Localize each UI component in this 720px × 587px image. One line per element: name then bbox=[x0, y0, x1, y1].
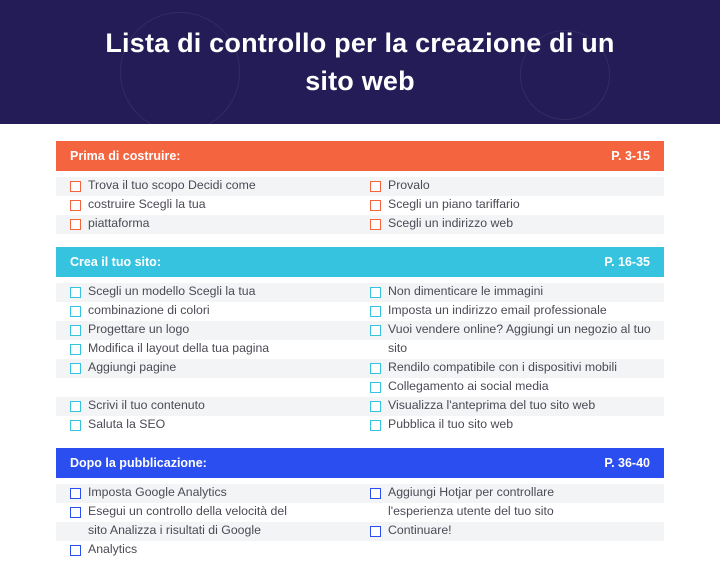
checklist-item[interactable] bbox=[56, 522, 360, 541]
checklist-item[interactable] bbox=[56, 484, 360, 503]
sections-container bbox=[56, 141, 664, 573]
checklist-item-label: piattaforma bbox=[88, 216, 150, 230]
checklist-item[interactable] bbox=[56, 196, 360, 215]
checklist-item-label: Modifica il layout della tua pagina bbox=[88, 341, 270, 355]
checklist-item[interactable] bbox=[360, 321, 664, 340]
checklist-item-label: combinazione di colori bbox=[88, 303, 210, 317]
checklist-item[interactable] bbox=[56, 503, 360, 522]
checklist-item[interactable] bbox=[360, 522, 664, 541]
checklist-item-label: Scegli un indirizzo web bbox=[388, 216, 514, 230]
checklist-item-label: costruire Scegli la tua bbox=[88, 197, 206, 211]
checklist-row bbox=[56, 177, 664, 196]
checklist-row bbox=[56, 321, 664, 340]
checklist-row bbox=[56, 416, 664, 435]
checkbox-icon[interactable] bbox=[370, 363, 381, 374]
checklist-item[interactable] bbox=[360, 359, 664, 378]
checkbox-icon[interactable] bbox=[370, 420, 381, 431]
checklist-item[interactable] bbox=[56, 177, 360, 196]
checklist-item[interactable] bbox=[56, 321, 360, 340]
checkbox-icon[interactable] bbox=[370, 219, 381, 230]
checklist-item-label: Non dimenticare le immagini bbox=[388, 284, 544, 298]
checklist-item[interactable] bbox=[56, 302, 360, 321]
checklist-item-label: Collegamento ai social media bbox=[388, 379, 549, 393]
checklist-item[interactable] bbox=[360, 177, 664, 196]
checklist-item-label: Imposta Google Analytics bbox=[88, 485, 227, 499]
checkbox-icon[interactable] bbox=[70, 545, 81, 556]
checklist-item[interactable] bbox=[360, 215, 664, 234]
checklist-item-label: sito bbox=[388, 341, 408, 355]
checklist-section bbox=[56, 247, 664, 448]
checklist-item[interactable] bbox=[56, 283, 360, 302]
checklist-item-label: Scrivi il tuo contenuto bbox=[88, 398, 205, 412]
checklist-item-label: Visualizza l'anteprima del tuo sito web bbox=[388, 398, 596, 412]
checklist-item-label: Aggiungi Hotjar per controllare bbox=[388, 485, 555, 499]
checkbox-icon[interactable] bbox=[370, 200, 381, 211]
checklist-item-label: Vuoi vendere online? Aggiungi un negozio al tuo bbox=[388, 322, 651, 336]
checkbox-icon[interactable] bbox=[70, 200, 81, 211]
checklist-row bbox=[56, 283, 664, 302]
section-page-range: P. 3-15 bbox=[611, 149, 650, 163]
checkbox-icon[interactable] bbox=[370, 306, 381, 317]
section-header-bar bbox=[56, 448, 664, 478]
checklist-row bbox=[56, 359, 664, 378]
checklist-row bbox=[56, 215, 664, 234]
page-title: Lista di controllo per la creazione di un sito web bbox=[105, 27, 615, 96]
checkbox-icon[interactable] bbox=[70, 344, 81, 355]
checkbox-icon[interactable] bbox=[370, 382, 381, 393]
checklist-item-label: Saluta la SEO bbox=[88, 417, 166, 431]
checklist-item-label: Aggiungi pagine bbox=[88, 360, 177, 374]
checklist-content bbox=[0, 124, 720, 573]
checklist-item-label: Provalo bbox=[388, 178, 430, 192]
checklist-row bbox=[56, 522, 664, 541]
checklist-row bbox=[56, 196, 664, 215]
checklist-item[interactable] bbox=[56, 541, 360, 560]
checkbox-icon[interactable] bbox=[70, 363, 81, 374]
checkbox-icon[interactable] bbox=[370, 488, 381, 499]
checklist-item[interactable] bbox=[360, 484, 664, 503]
checkbox-icon[interactable] bbox=[70, 488, 81, 499]
checklist-row bbox=[56, 378, 664, 397]
checkbox-icon[interactable] bbox=[70, 325, 81, 336]
checklist-item-label: l'esperienza utente del tuo sito bbox=[388, 504, 554, 518]
checklist-item-label: Pubblica il tuo sito web bbox=[388, 417, 514, 431]
checklist-item-label: Analytics bbox=[88, 542, 138, 556]
checklist-item[interactable] bbox=[360, 302, 664, 321]
checklist-item[interactable] bbox=[360, 378, 664, 397]
section-title: Crea il tuo sito: bbox=[70, 255, 161, 269]
checklist-row bbox=[56, 503, 664, 522]
checklist-row bbox=[56, 484, 664, 503]
checkbox-icon[interactable] bbox=[370, 325, 381, 336]
section-title: Prima di costruire: bbox=[70, 149, 181, 163]
checklist-item-label: Esegui un controllo della velocità del bbox=[88, 504, 287, 518]
section-rows bbox=[56, 484, 664, 560]
page-header bbox=[0, 0, 720, 124]
checklist-row bbox=[56, 302, 664, 321]
checklist-item[interactable] bbox=[360, 416, 664, 435]
checklist-item[interactable] bbox=[56, 359, 360, 378]
checkbox-icon[interactable] bbox=[370, 401, 381, 412]
section-page-range: P. 16-35 bbox=[604, 255, 650, 269]
checkbox-icon[interactable] bbox=[70, 219, 81, 230]
section-header-bar bbox=[56, 247, 664, 277]
checkbox-icon[interactable] bbox=[70, 507, 81, 518]
checklist-item[interactable] bbox=[56, 416, 360, 435]
checkbox-icon[interactable] bbox=[70, 181, 81, 192]
checklist-item[interactable] bbox=[56, 378, 360, 397]
checkbox-icon[interactable] bbox=[370, 181, 381, 192]
checklist-item[interactable] bbox=[360, 340, 664, 359]
checklist-item-label: Scegli un piano tariffario bbox=[388, 197, 520, 211]
checklist-item-label: Rendilo compatibile con i dispositivi mobili bbox=[388, 360, 617, 374]
section-rows bbox=[56, 283, 664, 435]
section-page-range: P. 36-40 bbox=[604, 456, 650, 470]
checklist-row bbox=[56, 340, 664, 359]
checkbox-icon[interactable] bbox=[70, 306, 81, 317]
checklist-item[interactable] bbox=[360, 541, 664, 560]
checklist-item[interactable] bbox=[360, 397, 664, 416]
checklist-item-label: sito Analizza i risultati di Google bbox=[88, 523, 261, 537]
checkbox-icon[interactable] bbox=[370, 287, 381, 298]
checklist-item-label: Scegli un modello Scegli la tua bbox=[88, 284, 256, 298]
checklist-item[interactable] bbox=[360, 283, 664, 302]
checkbox-icon[interactable] bbox=[70, 287, 81, 298]
checkbox-icon[interactable] bbox=[70, 401, 81, 412]
section-rows bbox=[56, 177, 664, 234]
checklist-item[interactable] bbox=[360, 196, 664, 215]
checklist-item-label: Continuare! bbox=[388, 523, 452, 537]
checkbox-icon[interactable] bbox=[70, 420, 81, 431]
checklist-item[interactable] bbox=[56, 397, 360, 416]
checklist-row bbox=[56, 397, 664, 416]
checklist-row bbox=[56, 541, 664, 560]
checklist-section bbox=[56, 448, 664, 573]
checklist-item-label: Progettare un logo bbox=[88, 322, 190, 336]
checklist-item-label: Trova il tuo scopo Decidi come bbox=[88, 178, 256, 192]
checklist-section bbox=[56, 141, 664, 247]
checklist-item[interactable] bbox=[56, 340, 360, 359]
checkbox-icon[interactable] bbox=[370, 526, 381, 537]
checklist-item-label: Imposta un indirizzo email professionale bbox=[388, 303, 607, 317]
checklist-item[interactable] bbox=[56, 215, 360, 234]
section-title: Dopo la pubblicazione: bbox=[70, 456, 207, 470]
section-header-bar bbox=[56, 141, 664, 171]
checklist-item[interactable] bbox=[360, 503, 664, 522]
